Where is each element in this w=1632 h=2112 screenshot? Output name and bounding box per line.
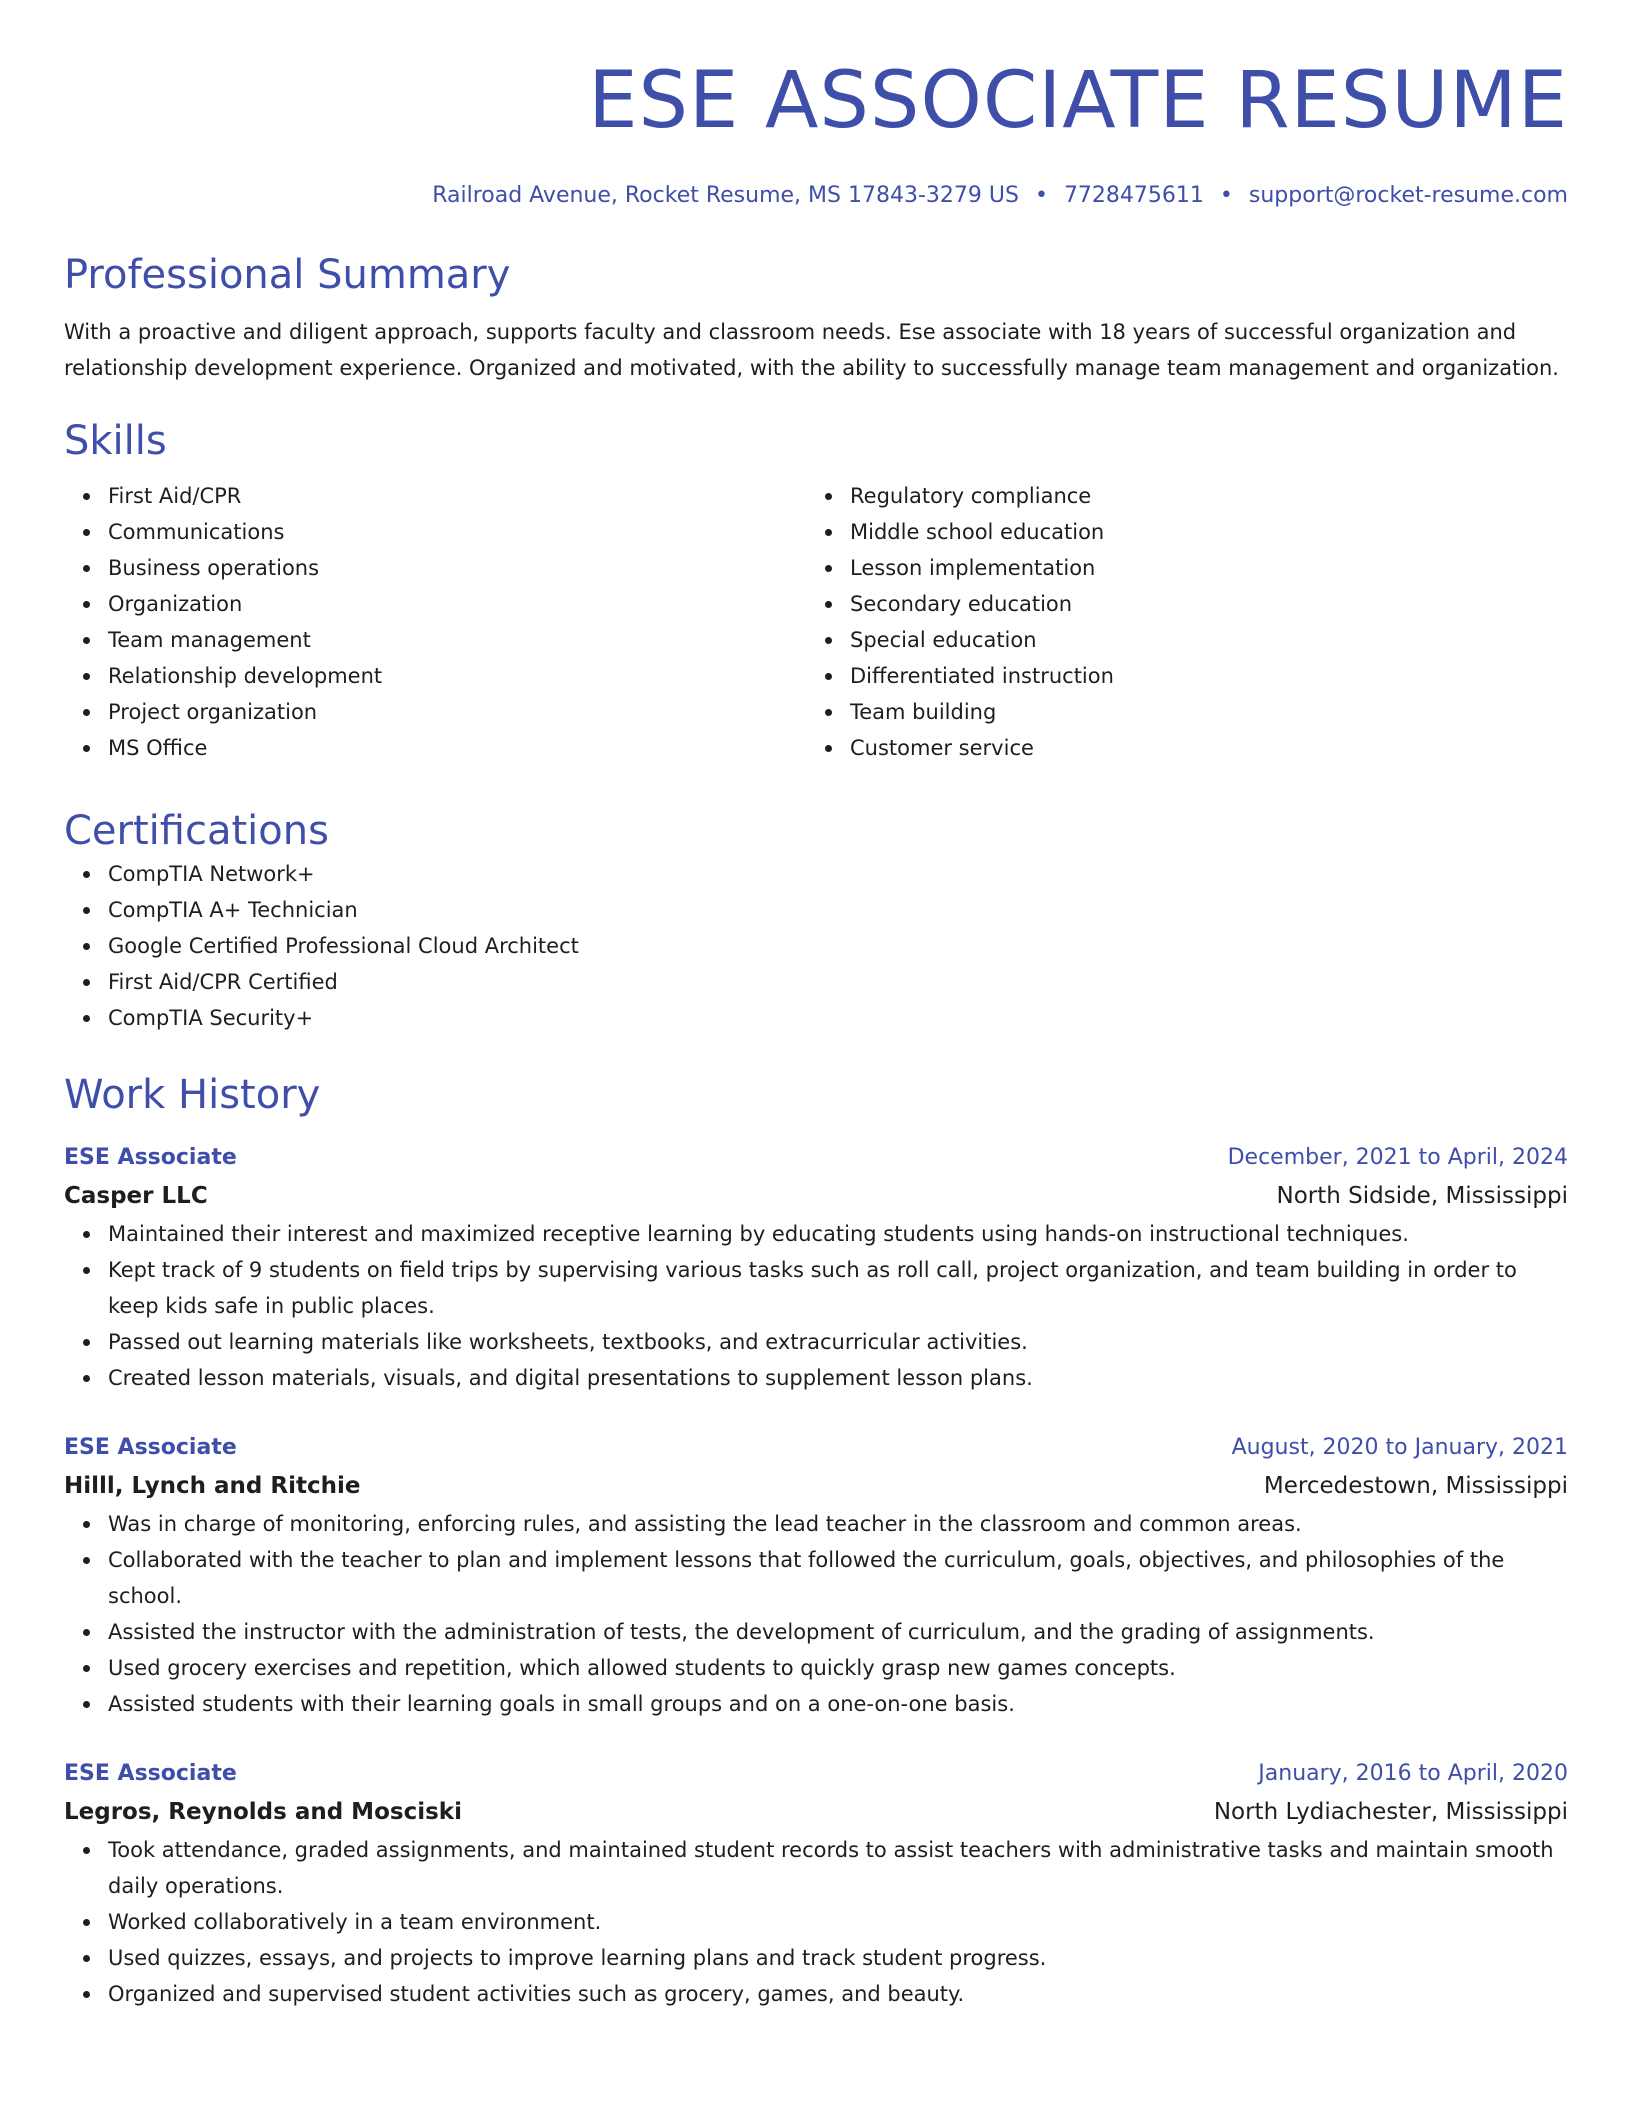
job-duties-list bbox=[64, 1216, 1568, 1396]
job-company: Hilll, Lynch and Ritchie bbox=[64, 1473, 361, 1499]
job-employer-row bbox=[64, 1466, 1568, 1506]
job-entry bbox=[64, 1430, 1568, 1722]
job-title: ESE Associate bbox=[64, 1761, 237, 1786]
job-entry bbox=[64, 1756, 1568, 2012]
contact-address: Railroad Avenue, Rocket Resume, MS 17843-3279 US bbox=[432, 183, 1019, 208]
skill-item: Regulatory compliance bbox=[850, 478, 1548, 514]
skills-list-left bbox=[64, 478, 806, 766]
skill-item: Lesson implementation bbox=[850, 550, 1548, 586]
job-employer-row bbox=[64, 1176, 1568, 1216]
skills-column-right bbox=[806, 478, 1548, 766]
skill-item: Special education bbox=[850, 622, 1548, 658]
job-employer-row bbox=[64, 1792, 1568, 1832]
certifications-heading: Certifications bbox=[64, 808, 329, 854]
skills-column-left bbox=[64, 478, 806, 766]
job-duty: Worked collaboratively in a team environment. bbox=[108, 1904, 1568, 1940]
skill-item: Differentiated instruction bbox=[850, 658, 1548, 694]
job-duties-list bbox=[64, 1506, 1568, 1722]
job-location: North Lydiachester, Mississippi bbox=[1213, 1799, 1568, 1825]
job-dates: December, 2021 to April, 2024 bbox=[1227, 1145, 1568, 1170]
job-title: ESE Associate bbox=[64, 1145, 237, 1170]
skill-item: Project organization bbox=[108, 694, 806, 730]
job-header-row bbox=[64, 1140, 1568, 1176]
job-duty: Assisted students with their learning goals in small groups and on a one-on-one basis. bbox=[108, 1686, 1568, 1722]
job-dates: August, 2020 to January, 2021 bbox=[1231, 1435, 1568, 1460]
certification-item: CompTIA Security+ bbox=[108, 1000, 1568, 1036]
certifications-list bbox=[64, 856, 1568, 1036]
certification-item: Google Certified Professional Cloud Architect bbox=[108, 928, 1568, 964]
skill-item: Secondary education bbox=[850, 586, 1548, 622]
certification-item: CompTIA Network+ bbox=[108, 856, 1568, 892]
contact-separator: • bbox=[1034, 183, 1048, 208]
skill-item: Middle school education bbox=[850, 514, 1548, 550]
job-duty: Used grocery exercises and repetition, which allowed students to quickly grasp new games concepts. bbox=[108, 1650, 1568, 1686]
job-entry bbox=[64, 1140, 1568, 1396]
skill-item: Team building bbox=[850, 694, 1548, 730]
skill-item: Business operations bbox=[108, 550, 806, 586]
work-history-heading: Work History bbox=[64, 1072, 321, 1118]
job-duty: Used quizzes, essays, and projects to improve learning plans and track student progress. bbox=[108, 1940, 1568, 1976]
job-company: Casper LLC bbox=[64, 1183, 208, 1209]
resume-title: ESE ASSOCIATE RESUME bbox=[588, 56, 1568, 146]
job-duty: Kept track of 9 students on field trips by supervising various tasks such as roll call, project organization, and team building in order to keep kids safe in public places. bbox=[108, 1252, 1568, 1324]
job-duty: Took attendance, graded assignments, and maintained student records to assist teachers with administrative tasks and maintain smooth daily operations. bbox=[108, 1832, 1568, 1904]
job-duty: Passed out learning materials like worksheets, textbooks, and extracurricular activities. bbox=[108, 1324, 1568, 1360]
skill-item: Team management bbox=[108, 622, 806, 658]
skills-list-right bbox=[806, 478, 1548, 766]
contact-phone: 7728475611 bbox=[1063, 183, 1204, 208]
job-header-row bbox=[64, 1756, 1568, 1792]
contact-email: support@rocket-resume.com bbox=[1248, 183, 1568, 208]
job-location: Mercedestown, Mississippi bbox=[1263, 1473, 1568, 1499]
certification-item: CompTIA A+ Technician bbox=[108, 892, 1568, 928]
skills-grid bbox=[64, 478, 1568, 766]
job-dates: January, 2016 to April, 2020 bbox=[1258, 1761, 1568, 1786]
job-duty: Was in charge of monitoring, enforcing rules, and assisting the lead teacher in the classroom and common areas. bbox=[108, 1506, 1568, 1542]
job-location: North Sidside, Mississippi bbox=[1276, 1183, 1568, 1209]
job-title: ESE Associate bbox=[64, 1435, 237, 1460]
skill-item: Organization bbox=[108, 586, 806, 622]
job-duty: Collaborated with the teacher to plan and implement lessons that followed the curriculum, goals, objectives, and philosophies of the school. bbox=[108, 1542, 1568, 1614]
skill-item: Communications bbox=[108, 514, 806, 550]
contact-separator: • bbox=[1219, 183, 1233, 208]
job-duty: Maintained their interest and maximized receptive learning by educating students using hands-on instructional techniques. bbox=[108, 1216, 1568, 1252]
skill-item: MS Office bbox=[108, 730, 806, 766]
skill-item: First Aid/CPR bbox=[108, 478, 806, 514]
job-duty: Created lesson materials, visuals, and digital presentations to supplement lesson plans. bbox=[108, 1360, 1568, 1396]
job-company: Legros, Reynolds and Mosciski bbox=[64, 1799, 462, 1825]
skill-item: Customer service bbox=[850, 730, 1548, 766]
job-duty: Assisted the instructor with the administration of tests, the development of curriculum, and the grading of assignments. bbox=[108, 1614, 1568, 1650]
contact-line bbox=[64, 182, 1568, 210]
summary-text: With a proactive and diligent approach, supports faculty and classroom needs. Ese associate with 18 years of successful organization and relationship development experience. Organized and motivated, with the ability to successfully manage team management and organization. bbox=[64, 320, 1559, 380]
skill-item: Relationship development bbox=[108, 658, 806, 694]
job-header-row bbox=[64, 1430, 1568, 1466]
certification-item: First Aid/CPR Certified bbox=[108, 964, 1568, 1000]
summary-heading: Professional Summary bbox=[64, 252, 511, 298]
job-duty: Organized and supervised student activities such as grocery, games, and beauty. bbox=[108, 1976, 1568, 2012]
skills-heading: Skills bbox=[64, 418, 167, 464]
job-duties-list bbox=[64, 1832, 1568, 2012]
